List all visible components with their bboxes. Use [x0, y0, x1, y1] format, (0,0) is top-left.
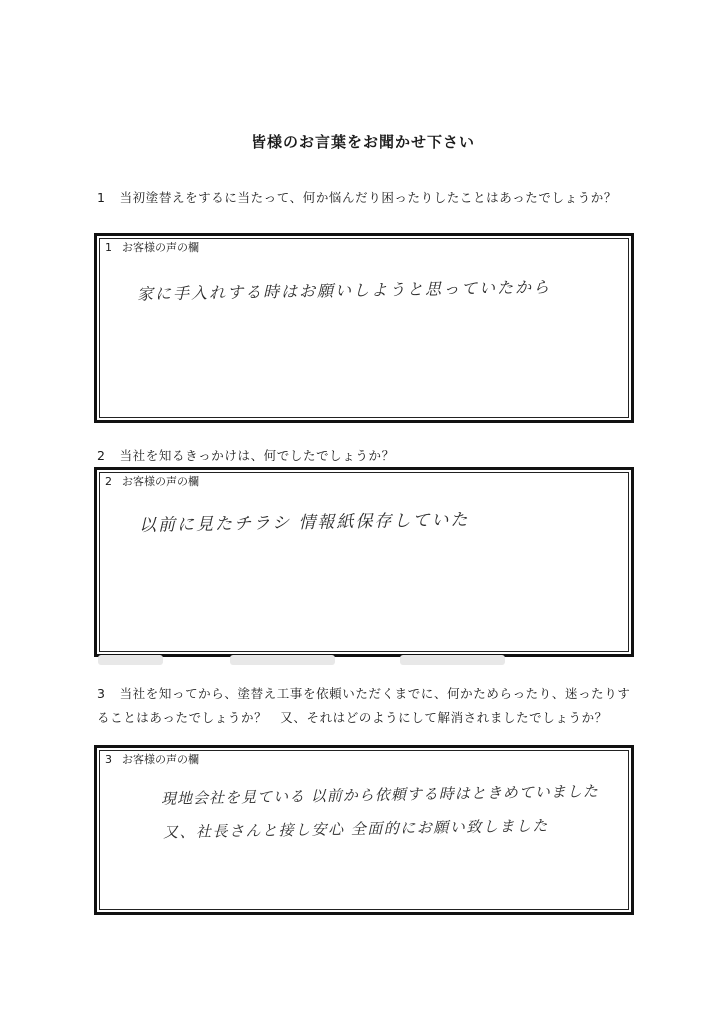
question-text: 当社を知ってから、塗替え工事を依頼いただくまでに、何かためらったり、迷ったりすることはあったでしょうか？ 又、それはどのようにして解消されましたでしょうか？ — [97, 686, 631, 725]
answer-box-label — [105, 239, 199, 255]
question-3 — [97, 682, 632, 730]
answer-box-inner — [99, 238, 629, 418]
answer-box-label-text: お客様の声の欄 — [122, 475, 199, 488]
page-title: 皆様のお言葉をお聞かせ下さい — [250, 133, 475, 151]
question-text: 当初塗替えをするに当たって、何か悩んだり困ったりしたことはあったでしょうか？ — [119, 190, 617, 205]
question-number: 1 — [97, 190, 106, 205]
answer-box-label-text: お客様の声の欄 — [122, 241, 199, 254]
question-number: 3 — [97, 686, 106, 701]
answer-box-2 — [94, 467, 634, 657]
answer-box-1 — [94, 233, 634, 423]
question-text: 当社を知るきっかけは、何でしたでしょうか？ — [119, 448, 395, 463]
handwritten-answer-line: 又、社長さんと接し安心 全面的にお願い致しました — [162, 816, 549, 842]
answer-box-number: 1 — [105, 241, 112, 254]
answer-box-label — [105, 473, 199, 489]
question-1 — [97, 186, 632, 210]
scan-smudge — [400, 655, 505, 665]
scan-smudge — [98, 655, 163, 665]
answer-box-number: 2 — [105, 475, 112, 488]
answer-box-3 — [94, 745, 634, 915]
handwritten-answer-line: 家に手入れする時はお願いしようと思っていたから — [136, 277, 552, 304]
question-2 — [97, 444, 632, 468]
handwritten-answer-line: 以前に見たチラシ 情報紙保存していた — [138, 510, 470, 536]
handwritten-answer-line: 現地会社を見ている 以前から依頼する時はときめていました — [160, 782, 599, 808]
question-number: 2 — [97, 448, 106, 463]
answer-box-number: 3 — [105, 753, 112, 766]
answer-box-inner — [99, 472, 629, 652]
answer-box-label — [105, 751, 199, 767]
scan-smudge — [230, 655, 335, 665]
answer-box-label-text: お客様の声の欄 — [122, 753, 199, 766]
